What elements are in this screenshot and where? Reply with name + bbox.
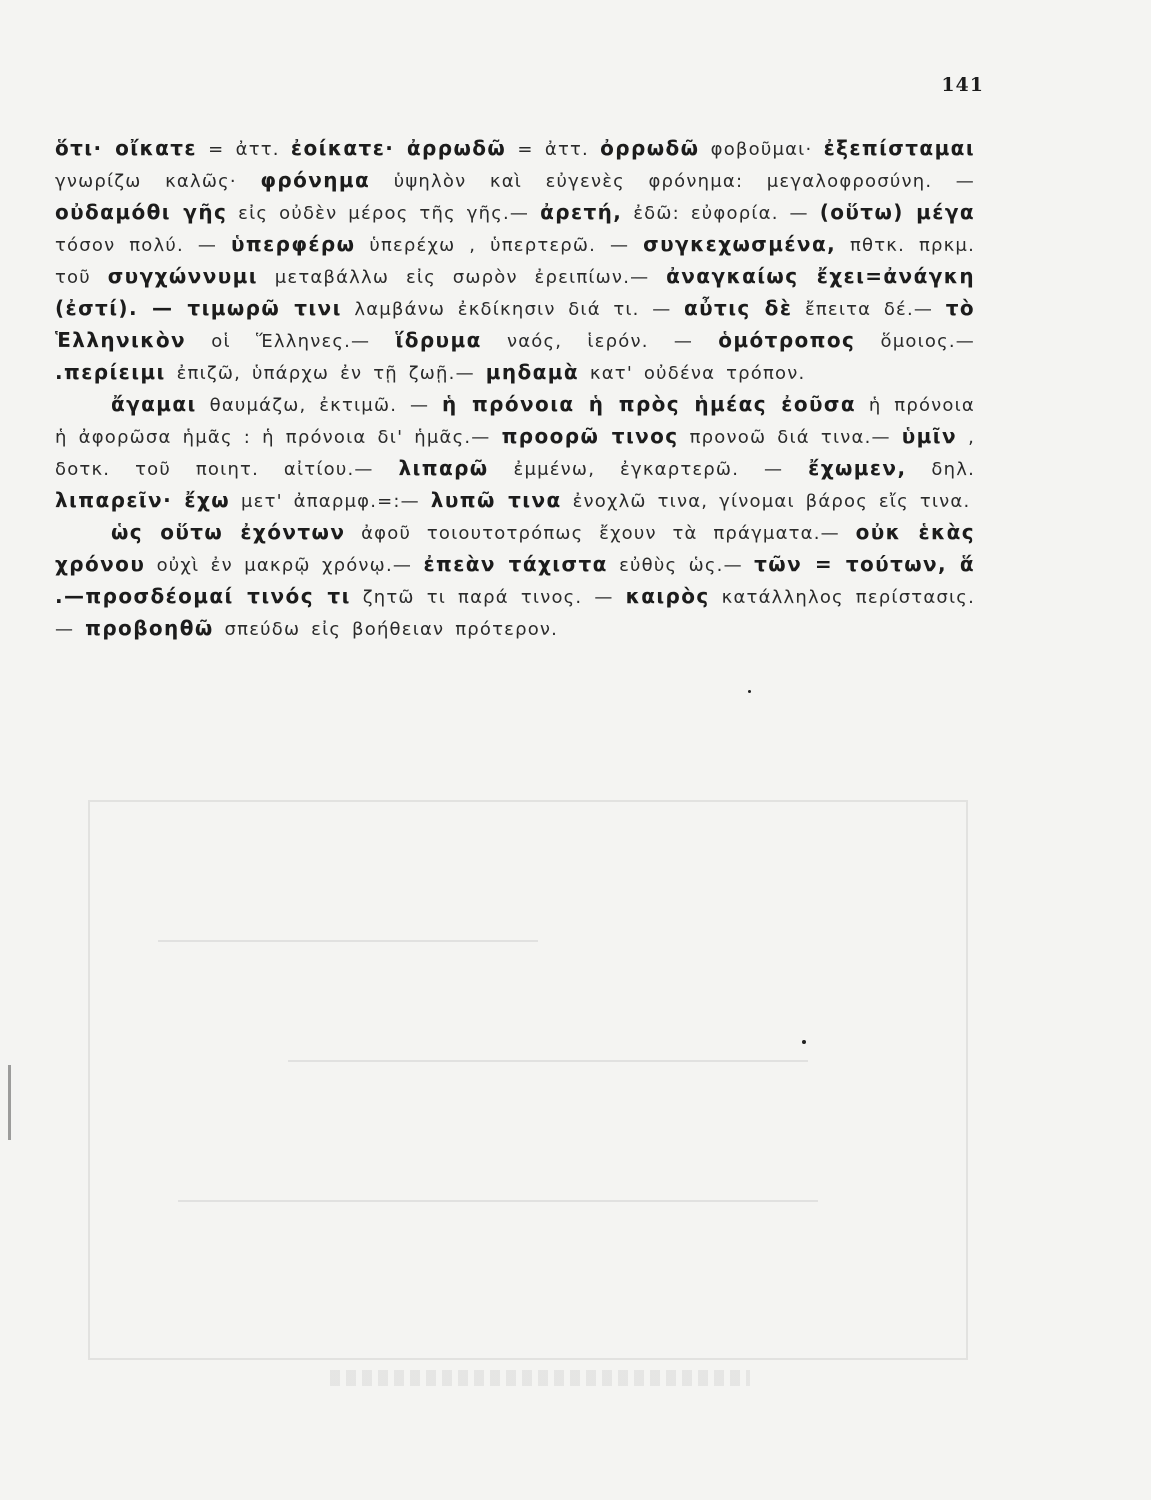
- glossary-text: [55, 133, 975, 645]
- headword: ἀρετή,: [540, 200, 623, 224]
- paragraph-1: [55, 133, 975, 389]
- gloss: φοβοῦμαι·: [699, 139, 824, 160]
- gloss: μετ' ἀπαρμφ.=:—: [230, 491, 431, 512]
- gloss: ὑψηλὸν καὶ εὐγενὲς φρόνημα: μεγαλοφροσύνη. —: [370, 171, 976, 192]
- gloss: = ἀττ.: [506, 139, 601, 160]
- show-through-frame: [88, 800, 968, 1360]
- gloss: ἡ πρόνοια ἡ ἀφορῶσα ἡμᾶς : ἡ πρόνοια δι' ἡμᾶς.—: [55, 395, 975, 448]
- headword: αὖτις δὲ: [683, 296, 793, 320]
- headword: καιρὸς: [625, 584, 710, 608]
- gloss: ἀφοῦ τοιουτοτρόπως ἔχουν τὰ πράγματα.—: [345, 523, 856, 544]
- headword: λιπαρεῖν· ἔχω: [55, 488, 231, 512]
- gloss: ναός, ἱερόν. —: [481, 331, 719, 352]
- gloss: προνοῶ διά τινα.—: [678, 427, 902, 448]
- gloss: οἱ Ἕλληνες.—: [186, 331, 396, 352]
- page-number: 141: [941, 74, 984, 96]
- headword: ὡς οὕτω ἐχόντων: [111, 520, 346, 544]
- gloss: πθτκ. πρκμ. τοῦ: [55, 235, 976, 288]
- gloss: ἐπιζῶ, ὑπάρχω ἐν τῇ ζωῇ.—: [165, 363, 486, 384]
- headword: λιπαρῶ: [398, 456, 489, 480]
- headword: συγκεχωσμένα,: [643, 232, 837, 256]
- gloss: γνωρίζω καλῶς·: [55, 171, 261, 192]
- headword: ὑμῖν: [901, 424, 958, 448]
- gloss: ἐνοχλῶ τινα, γίνομαι βάρος εἴς τινα.: [561, 491, 971, 512]
- gloss: κατάλληλος περίστασις.—: [55, 587, 975, 640]
- gloss: κατ' οὐδένα τρόπον.: [579, 363, 806, 384]
- headword: .περίειμι: [55, 360, 166, 384]
- gloss: λαμβάνω ἐκδίκησιν διά τι. —: [341, 299, 684, 320]
- headword: ὅτι· οἴκατε: [55, 136, 197, 160]
- headword: ἵδρυμα: [395, 328, 482, 352]
- headword: τὸ Ἑλληνικὸν: [55, 296, 975, 352]
- headword: ἔχωμεν,: [808, 456, 907, 480]
- gloss: , δοτκ. τοῦ ποιητ. αἰτίου.—: [55, 427, 975, 480]
- gloss: μεταβάλλω εἰς σωρὸν ἐρειπίων.—: [257, 267, 667, 288]
- gloss: τόσον πολύ. —: [55, 235, 231, 256]
- gloss: ὅμοιος.—: [855, 331, 976, 352]
- headword: ἡ πρόνοια ἡ πρὸς ἡμέας ἐοῦσα: [442, 392, 856, 416]
- headword: ὁμότροπος: [718, 328, 856, 352]
- gloss: ζητῶ τι παρά τινος. —: [350, 587, 626, 608]
- headword: προορῶ τινος: [501, 424, 679, 448]
- headword: ὀρρωδῶ: [600, 136, 700, 160]
- headword: προβοηθῶ: [85, 616, 214, 640]
- scan-edge-mark: [8, 1065, 11, 1140]
- gloss: σπεύδω εἰς βοήθειαν πρότερον.: [213, 619, 559, 640]
- headword: οὐκ ἑκὰς χρόνου: [55, 520, 975, 576]
- headword: ἄγαμαι: [111, 392, 197, 416]
- show-through-line: [178, 1200, 818, 1202]
- reverse-side-show-through: [88, 800, 968, 1360]
- show-through-line: [158, 940, 538, 942]
- gloss: δηλ.: [906, 459, 975, 480]
- headword: ἐπεὰν τάχιστα: [423, 552, 608, 576]
- headword: τῶν = τούτων, ἅ .—προσδέομαί τινός τι: [55, 552, 975, 608]
- gloss: ἐμμένω, ἐγκαρτερῶ. —: [488, 459, 809, 480]
- headword: (οὕτω) μέγα: [819, 200, 975, 224]
- ink-speck: [802, 1040, 806, 1044]
- paragraph-3: [55, 517, 975, 645]
- headword: φρόνημα: [260, 168, 371, 192]
- gloss: εἰς οὐδὲν μέρος τῆς γῆς.—: [227, 203, 541, 224]
- headword: ἐοίκατε· ἀρρωδῶ: [290, 136, 507, 160]
- headword: ὑπερφέρω: [230, 232, 356, 256]
- headword: οὐδαμόθι γῆς: [55, 200, 228, 224]
- headword: ἐξεπίσταμαι: [823, 136, 976, 160]
- show-through-caption: [330, 1370, 750, 1386]
- gloss: θαυμάζω, ἐκτιμῶ. —: [196, 395, 443, 416]
- gloss: ὑπερέχω , ὑπερτερῶ. —: [355, 235, 644, 256]
- headword: ἀναγκαίως ἔχει=ἀνάγκη (ἐστί). — τιμωρῶ τινι: [55, 264, 975, 320]
- ink-speck: [748, 690, 751, 693]
- headword: μηδαμὰ: [485, 360, 580, 384]
- gloss: ἐδῶ: εὐφορία. —: [622, 203, 820, 224]
- gloss: εὐθὺς ὡς.—: [607, 555, 755, 576]
- show-through-line: [288, 1060, 808, 1062]
- headword: συγχώννυμι: [107, 264, 258, 288]
- headword: λυπῶ τινα: [430, 488, 562, 512]
- gloss: οὐχὶ ἐν μακρῷ χρόνῳ.—: [145, 555, 424, 576]
- gloss: = ἀττ.: [196, 139, 291, 160]
- paragraph-2: [55, 389, 975, 517]
- gloss: ἔπειτα δέ.—: [792, 299, 946, 320]
